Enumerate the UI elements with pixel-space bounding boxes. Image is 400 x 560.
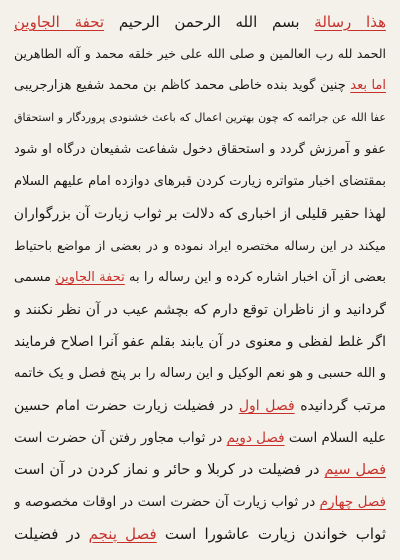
manuscript-line xyxy=(14,454,386,486)
rubric-text: اما بعد xyxy=(350,78,386,93)
body-text: چنین گوید بنده خاطی محمد کاظم بن محمد شفیع هزارجریبی xyxy=(14,78,351,93)
manuscript-line xyxy=(14,422,386,454)
body-text: عفا الله عن جرائمه که چون بهترین اعمال که باعث خشنودی پروردگار و استحقاق xyxy=(14,111,386,124)
manuscript-line xyxy=(14,6,386,38)
rubric-text: فصل دویم xyxy=(226,430,285,446)
manuscript-text-block xyxy=(14,6,386,550)
body-text: در فضیلت در کربلا و حائر و نماز کردن در آن است xyxy=(14,462,325,478)
body-text: بسم الله الرحمن الرحیم xyxy=(104,13,315,31)
body-text: مسمی xyxy=(14,270,56,285)
manuscript-line xyxy=(14,230,386,262)
manuscript-line xyxy=(14,518,386,550)
body-text: الحمد لله رب العالمین و صلی الله علی خیر خلقه محمد و آله الطاهرین xyxy=(14,46,386,61)
manuscript-line xyxy=(14,294,386,326)
body-text: مرتب گردانیده xyxy=(294,398,386,414)
body-text: ثواب خواندن زیارت عاشورا است xyxy=(156,525,386,543)
manuscript-line xyxy=(14,134,386,166)
manuscript-line xyxy=(14,326,386,358)
rubric-text: تحفة الجاوین xyxy=(55,270,125,285)
body-text: در فضیلت زیارت حضرت امام حسین xyxy=(14,398,239,414)
manuscript-line xyxy=(14,390,386,422)
body-text: بعضی از آن اخبار اشاره کرده و این رساله را به xyxy=(124,270,386,285)
body-text: در ثواب زیارت آن حضرت است در اوقات مخصوصه و xyxy=(14,494,320,510)
rubric-text: هذا رسالة xyxy=(314,13,386,31)
body-text: لهذا حقیر قلیلی از اخباری که دلالت بر ثواب زیارت آن بزرگواران xyxy=(14,206,386,222)
body-text: گردانید و از ناظران توقع دارم که بچشم عیب در آن نظر نکنند و xyxy=(14,302,386,318)
manuscript-line xyxy=(14,486,386,518)
rubric-text: تحفة الجاوین xyxy=(14,13,105,31)
manuscript-line xyxy=(14,262,386,294)
body-text: علیه السلام است xyxy=(284,430,386,446)
manuscript-line xyxy=(14,198,386,230)
body-text: عفو و آمرزش گردد و استحقاق دخول شفاعت شفیعان درگاه او شود xyxy=(14,142,386,157)
rubric-text: فصل پنجم xyxy=(88,525,157,543)
manuscript-line xyxy=(14,70,386,102)
manuscript-line xyxy=(14,102,386,134)
manuscript-line xyxy=(14,38,386,70)
body-text: اگر غلط لفظی و معنوی در آن یابند بقلم عفو آنرا اصلاح فرمایند xyxy=(14,334,386,350)
body-text: بمقتضای اخبار متواتره زیارت کردن قبرهای دوازده امام علیهم السلام xyxy=(14,174,386,189)
body-text: میکند در این رساله مختصره ایراد نموده و در بعضی از مواضع باحتیاط xyxy=(14,238,386,253)
rubric-text: فصل سیم xyxy=(324,462,386,478)
body-text: و الله حسبی و هو نعم الوکیل و این رساله را بر پنج فصل و یک خاتمه xyxy=(14,366,386,381)
manuscript-line xyxy=(14,358,386,390)
rubric-text: فصل چهارم xyxy=(319,494,386,510)
manuscript-line xyxy=(14,166,386,198)
rubric-text: فصل اول xyxy=(238,398,295,414)
body-text: در فضیلت xyxy=(14,525,89,543)
body-text: در ثواب مجاور رفتن آن حضرت است xyxy=(14,430,227,446)
